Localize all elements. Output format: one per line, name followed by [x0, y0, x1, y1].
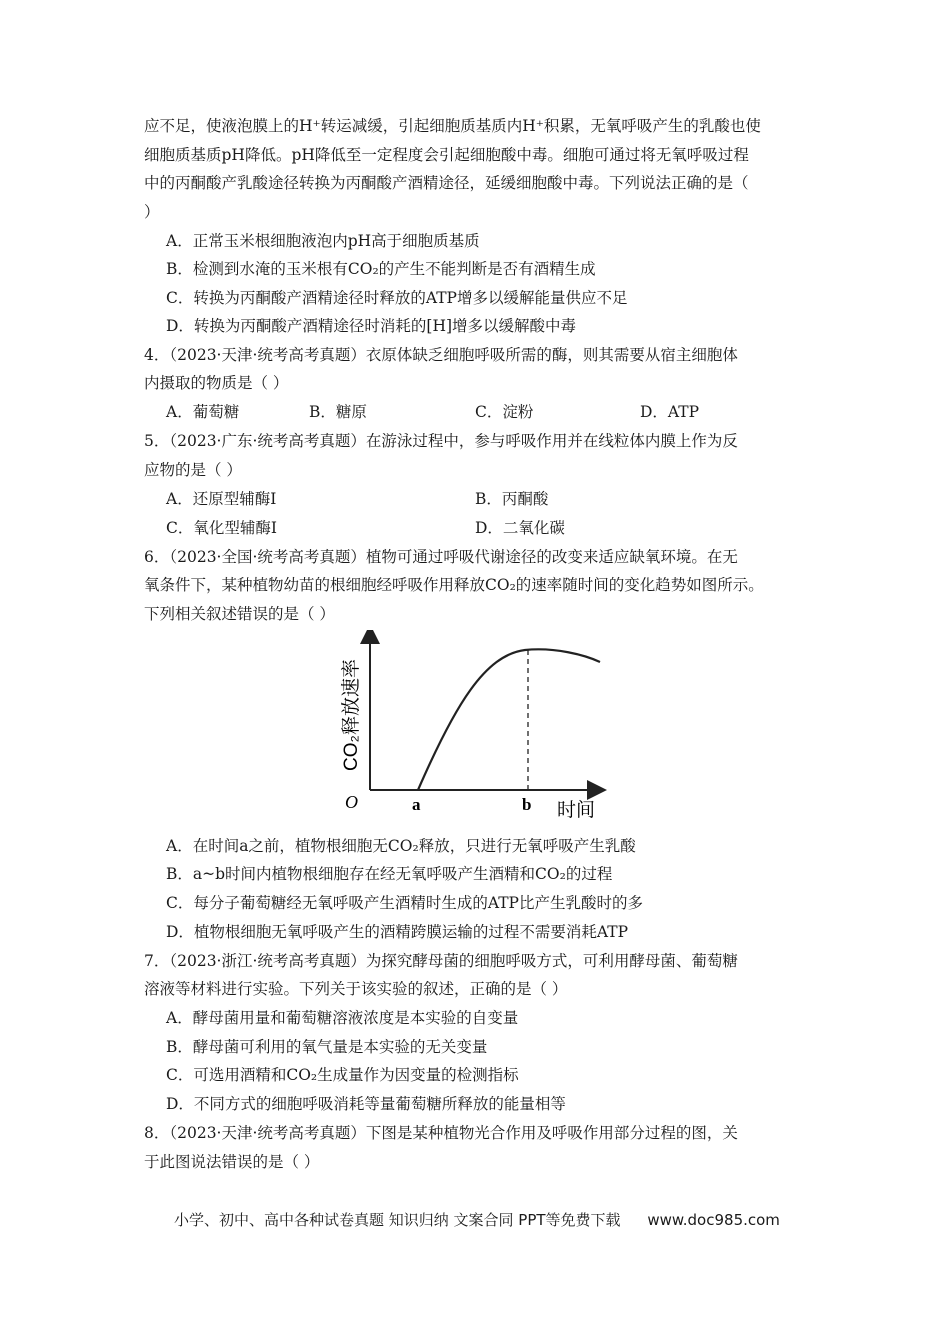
tick-a-label: a: [412, 795, 421, 814]
q8-line-1: 8．（2023·天津·统考高考真题）下图是某种植物光合作用及呼吸作用部分过程的图，关: [144, 1124, 738, 1142]
q3-option-a: A．正常玉米根细胞液泡内pH高于细胞质基质: [166, 232, 480, 250]
q5-option-a: A．还原型辅酶Ⅰ: [166, 490, 277, 508]
q7-option-a: A．酵母菌用量和葡萄糖溶液浓度是本实验的自变量: [166, 1009, 519, 1027]
footer-url[interactable]: www.doc985.com: [647, 1211, 780, 1229]
co2-curve: [418, 649, 600, 790]
q4-option-d: D．ATP: [640, 403, 700, 421]
y-axis-label: CO₂释放速率: [341, 659, 362, 771]
q3-line-1: 应不足，使液泡膜上的H⁺转运减缓，引起细胞质基质内H⁺积累，无氧呼吸产生的乳酸也使: [144, 117, 761, 135]
q6-line-3: 下列相关叙述错误的是（ ）: [144, 605, 335, 623]
q5-option-c: C．氧化型辅酶Ⅰ: [166, 519, 277, 537]
q7-option-c: C．可选用酒精和CO₂生成量作为因变量的检测指标: [166, 1066, 519, 1084]
q6-line-2: 氧条件下，某种植物幼苗的根细胞经呼吸作用释放CO₂的速率随时间的变化趋势如图所示。: [144, 576, 764, 594]
q5-line-1: 5．（2023·广东·统考高考真题）在游泳过程中，参与呼吸作用并在线粒体内膜上作为反: [144, 432, 738, 450]
q4-option-b: B．糖原: [309, 403, 367, 421]
footer-text: 小学、初中、高中各种试卷真题 知识归纳 文案合同 PPT等免费下载: [174, 1211, 621, 1229]
q6-option-a: A．在时间a之前，植物根细胞无CO₂释放，只进行无氧呼吸产生乳酸: [166, 837, 636, 855]
q8-line-2: 于此图说法错误的是（ ）: [144, 1153, 320, 1171]
page-footer: [174, 1210, 780, 1230]
q3-line-3: 中的丙酮酸产乳酸途径转换为丙酮酸产酒精途径，延缓细胞酸中毒。下列说法正确的是（: [144, 174, 749, 192]
co2-release-graph: [335, 630, 625, 830]
origin-label: O: [345, 792, 358, 812]
q7-option-d: D．不同方式的细胞呼吸消耗等量葡萄糖所释放的能量相等: [166, 1095, 566, 1113]
q4-line-1: 4．（2023·天津·统考高考真题）衣原体缺乏细胞呼吸所需的酶，则其需要从宿主细胞体: [144, 346, 738, 364]
q3-option-d: D．转换为丙酮酸产酒精途径时消耗的[H]增多以缓解酸中毒: [166, 317, 577, 335]
q3-option-b: B．检测到水淹的玉米根有CO₂的产生不能判断是否有酒精生成: [166, 260, 596, 278]
q5-option-d: D．二氧化碳: [475, 519, 565, 537]
q3-line-4: ）: [144, 203, 160, 221]
q4-option-a: A．葡萄糖: [166, 403, 240, 421]
q7-option-b: B．酵母菌可利用的氧气量是本实验的无关变量: [166, 1038, 488, 1056]
q6-line-1: 6．（2023·全国·统考高考真题）植物可通过呼吸代谢途径的改变来适应缺氧环境。在无: [144, 548, 738, 566]
q5-option-b: B．丙酮酸: [475, 490, 549, 508]
q5-line-2: 应物的是（ ）: [144, 461, 242, 479]
q6-option-b: B．a~b时间内植物根细胞存在经无氧呼吸产生酒精和CO₂的过程: [166, 865, 613, 883]
tick-b-label: b: [522, 795, 532, 814]
q4-line-2: 内摄取的物质是（ ）: [144, 374, 289, 392]
q3-line-2: 细胞质基质pH降低。pH降低至一定程度会引起细胞酸中毒。细胞可通过将无氧呼吸过程: [144, 146, 749, 164]
q6-option-c: C．每分子葡萄糖经无氧呼吸产生酒精时生成的ATP比产生乳酸时的多: [166, 894, 643, 912]
q3-option-c: C．转换为丙酮酸产酒精途径时释放的ATP增多以缓解能量供应不足: [166, 289, 628, 307]
q7-line-2: 溶液等材料进行实验。下列关于该实验的叙述，正确的是（ ）: [144, 980, 568, 998]
q7-line-1: 7．（2023·浙江·统考高考真题）为探究酵母菌的细胞呼吸方式，可利用酵母菌、葡萄糖: [144, 952, 738, 970]
x-axis-label: 时间: [557, 799, 596, 821]
q6-option-d: D．植物根细胞无氧呼吸产生的酒精跨膜运输的过程不需要消耗ATP: [166, 923, 629, 941]
q4-option-c: C．淀粉: [475, 403, 534, 421]
